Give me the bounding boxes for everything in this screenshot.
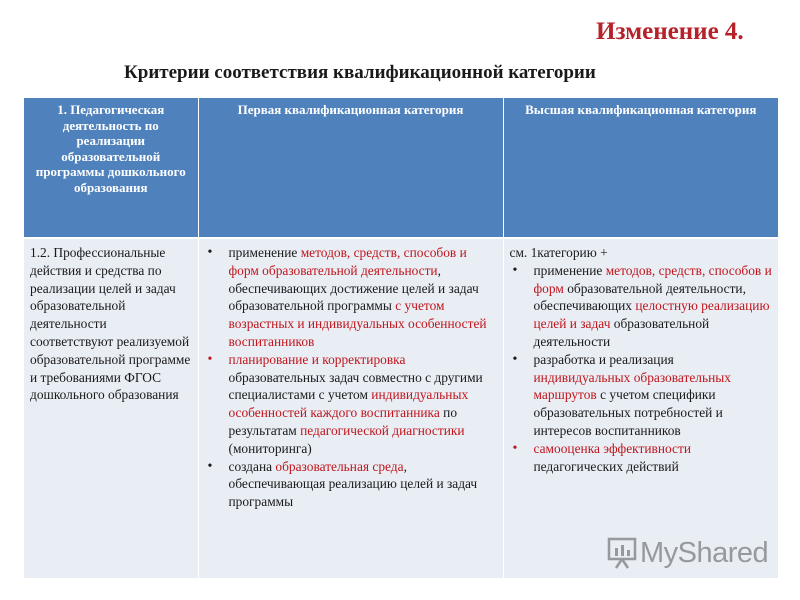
list-item [205, 458, 497, 511]
table-header-row [24, 98, 778, 238]
text-segment: образовательной деятельности, обеспечивающих [533, 280, 746, 314]
text-segment: педагогических действий [533, 458, 679, 474]
list-item [205, 244, 497, 351]
text-segment: применение [228, 245, 301, 260]
slide-heading: Изменение 4. [596, 18, 744, 45]
bullet-icon: • [207, 245, 213, 260]
text-segment: образовательной деятельности [533, 316, 710, 349]
highlighted-text: педагогической диагностики [300, 422, 465, 438]
highlighted-text: самооценка эффективности [533, 440, 691, 456]
text-segment: разработка и реализация [533, 351, 674, 367]
bullet-icon: • [512, 440, 518, 456]
text-segment: создана [228, 458, 276, 474]
bullet-icon: • [512, 262, 518, 278]
first-category-cell [198, 238, 503, 578]
highest-category-list [510, 262, 773, 476]
header-first-category: Первая квалификационная категория [198, 98, 503, 238]
highest-category-cell [503, 238, 778, 578]
header-highest-category: Высшая квалификационная категория [503, 98, 778, 238]
text-segment: с учетом специфики образовательных потребностей и интересов воспитанников [533, 387, 723, 438]
text-segment: по результатам [228, 405, 458, 438]
table-row [24, 238, 778, 578]
list-item [510, 262, 773, 351]
list-item [510, 440, 773, 476]
text-segment: (мониторинга) [228, 440, 312, 456]
highlighted-text: методов, средств, способов и форм [533, 262, 772, 296]
watermark-text: MyShared [640, 536, 769, 569]
bullet-icon: • [207, 458, 213, 474]
text-segment: , обеспечивающих достижение целей и задач образовательной программы [228, 262, 479, 314]
list-item [205, 351, 497, 458]
text-segment: применение [533, 262, 606, 278]
highlighted-text: целостную реализацию целей и задач [533, 298, 770, 332]
highlighted-text: планирование и корректировка [228, 351, 406, 367]
bullet-icon: • [207, 351, 213, 367]
criteria-table [24, 98, 778, 578]
presentation-board-icon [606, 536, 640, 570]
text-segment: образовательных задач совместно с другими специалистами с учетом [228, 369, 483, 403]
criterion-cell: 1.2. Профессиональные действия и средства по реализации целей и задач образовательной деятельности соответствуют реализуемой образовательной программе и требованиями ФГОС дошкольного образования [24, 238, 198, 578]
highlighted-text: методов, средств, способов и форм образовательной деятельности [228, 245, 467, 278]
watermark [606, 536, 768, 570]
highlighted-text: индивидуальных особенностей каждого воспитанника [228, 387, 469, 421]
highlighted-text: образовательная среда [275, 458, 404, 474]
header-activity: 1. Педагогическая деятельность по реализации образовательной программы дошкольного образования [24, 98, 198, 238]
highlighted-text: индивидуальных образовательных маршрутов [533, 369, 731, 403]
highlighted-text: с учетом возрастных и индивидуальных особенностей воспитанников [228, 298, 487, 349]
list-item [510, 351, 773, 440]
slide-title: Критерии соответствия квалификационной категории [124, 62, 596, 83]
first-category-list [205, 244, 497, 511]
bullet-icon: • [512, 351, 518, 367]
highest-intro: см. 1категорию + [509, 245, 608, 260]
text-segment: , обеспечивающая реализацию целей и задач программы [228, 458, 478, 510]
